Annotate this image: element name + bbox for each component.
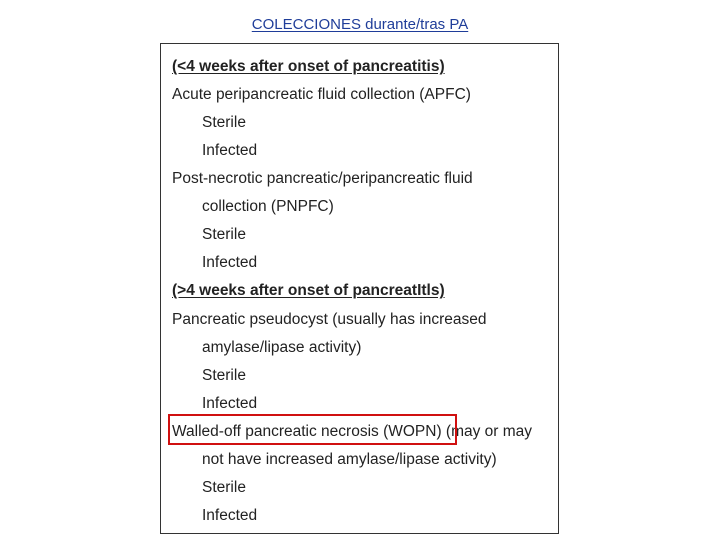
list-item: not have increased amylase/lipase activity)	[202, 451, 497, 468]
list-item: Acute peripancreatic fluid collection (APFC)	[172, 86, 471, 103]
list-item: Sterile	[202, 226, 246, 243]
list-item: collection (PNPFC)	[202, 198, 334, 215]
section-heading-early: (<4 weeks after onset of pancreatitis)	[172, 58, 445, 75]
list-item: Post-necrotic pancreatic/peripancreatic fluid	[172, 170, 473, 187]
slide-title: COLECCIONES durante/tras PA	[251, 16, 469, 33]
list-item: Infected	[202, 507, 258, 524]
list-item: Pancreatic pseudocyst (usually has increased	[172, 311, 487, 328]
list-item: Infected	[202, 254, 258, 271]
list-item: Infected	[202, 395, 258, 412]
list-item: Sterile	[202, 367, 246, 384]
list-item: Sterile	[202, 479, 246, 496]
list-item: Infected	[202, 142, 258, 159]
list-item-wopn: Walled-off pancreatic necrosis (WOPN) (may or may	[172, 423, 533, 440]
list-item: Sterile	[202, 114, 246, 131]
section-heading-late: (>4 weeks after onset of pancreatItls)	[172, 282, 445, 299]
list-item: amylase/lipase activity)	[202, 339, 362, 356]
classification-box	[160, 43, 559, 534]
